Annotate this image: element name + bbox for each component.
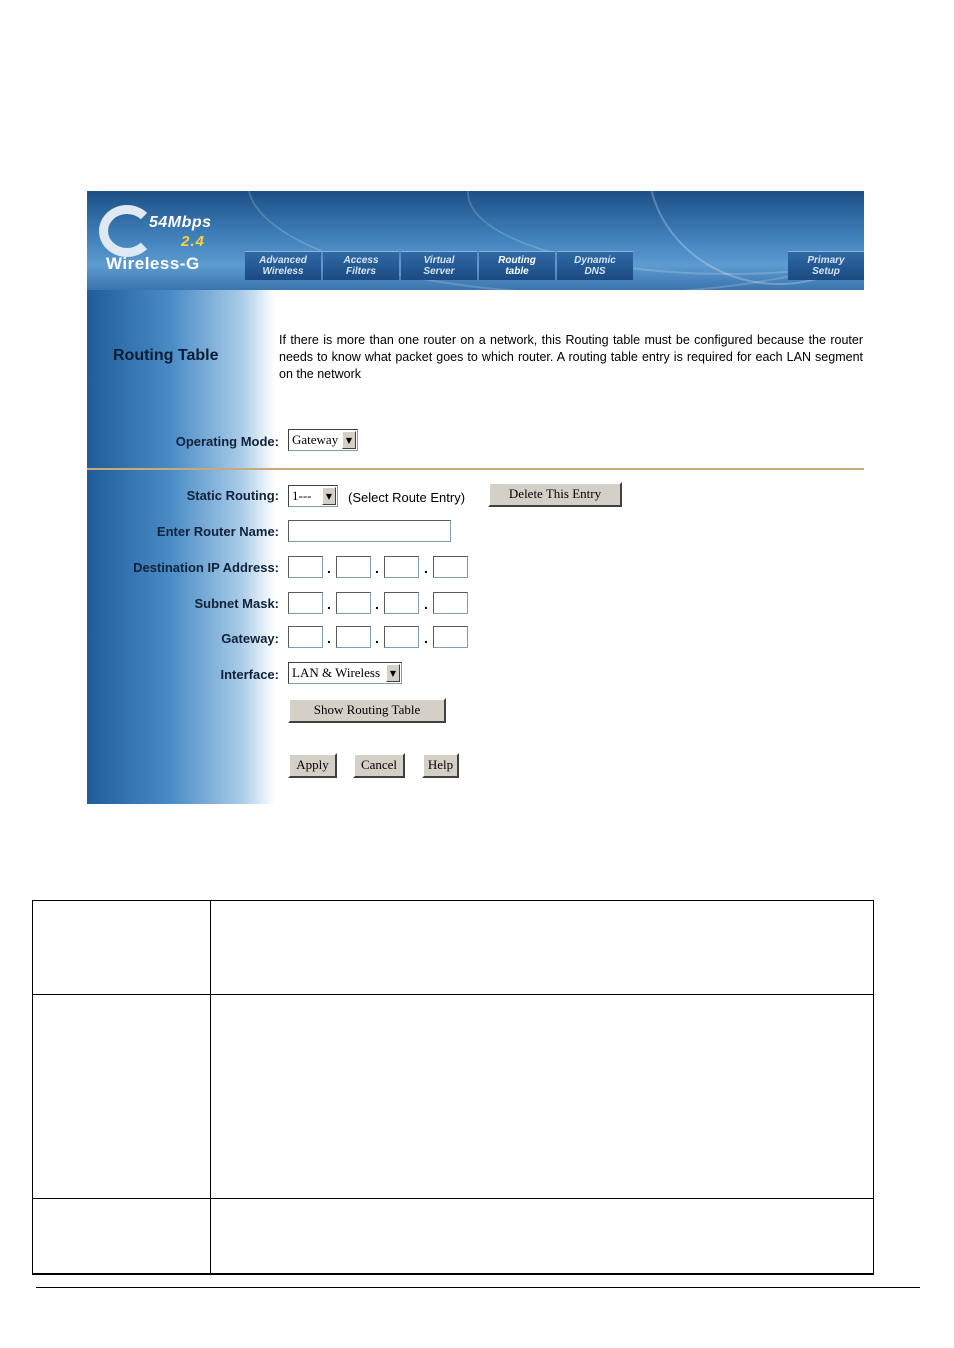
router-name-label: Enter Router Name: [156, 524, 279, 539]
help-button[interactable]: Help [422, 753, 459, 778]
interface-label: Interface: [220, 667, 279, 682]
delete-entry-button[interactable]: Delete This Entry [488, 482, 622, 507]
ip-dot: . [375, 630, 379, 646]
subnet-octet-3[interactable] [384, 592, 419, 614]
operating-mode-label: Operating Mode: [175, 434, 279, 449]
ip-dot: . [424, 630, 428, 646]
ip-dot: . [424, 596, 428, 612]
tab-label: Setup [812, 266, 840, 277]
tab-label: Access [343, 255, 379, 266]
subnet-octet-2[interactable] [336, 592, 371, 614]
dest-ip-octet-2[interactable] [336, 556, 371, 578]
page-description: If there is more than one router on a network, this Routing table must be configured because the router needs to know what packet goes to which router. A routing table entry is required for each LAN segment on the network [279, 333, 863, 381]
dest-ip-octet-1[interactable] [288, 556, 323, 578]
page-title: Routing Table [113, 347, 219, 364]
section-divider [87, 468, 864, 470]
gateway-octet-3[interactable] [384, 626, 419, 648]
operating-mode-select[interactable] [288, 429, 358, 451]
gateway-label: Gateway: [221, 631, 279, 646]
static-routing-select[interactable] [288, 485, 338, 507]
tab-label: Dynamic [574, 255, 616, 266]
dest-ip-octet-4[interactable] [433, 556, 468, 578]
tab-label: Advanced [259, 255, 307, 266]
table-column-divider [210, 901, 211, 1273]
ip-dot: . [424, 560, 428, 576]
ip-dot: . [327, 596, 331, 612]
subnet-octet-4[interactable] [433, 592, 468, 614]
operating-mode-value: Gateway [292, 432, 339, 447]
gateway-octet-4[interactable] [433, 626, 468, 648]
sidebar-gradient [87, 290, 275, 804]
static-routing-value: 1--- [292, 488, 312, 503]
subnet-mask-label: Subnet Mask: [194, 596, 279, 611]
tab-primary-setup[interactable] [788, 251, 864, 280]
ip-dot: . [327, 630, 331, 646]
description-table [32, 900, 874, 1274]
logo-band: 2.4 [181, 233, 205, 250]
ip-dot: . [375, 596, 379, 612]
tab-label: Filters [345, 266, 376, 277]
logo-g-icon [99, 205, 155, 257]
logo-brand: Wireless-G [106, 254, 200, 273]
apply-button[interactable]: Apply [288, 753, 337, 778]
dropdown-arrow-icon: ▼ [322, 487, 336, 505]
ip-dot: . [375, 560, 379, 576]
tab-label: Wireless [262, 266, 304, 277]
dest-ip-octet-3[interactable] [384, 556, 419, 578]
interface-select[interactable] [288, 662, 402, 684]
tab-label: Routing [498, 255, 536, 266]
table-row-divider [33, 1198, 873, 1199]
tab-advanced-wireless[interactable] [245, 251, 321, 280]
static-routing-hint: (Select Route Entry) [348, 490, 466, 505]
tab-access-filters[interactable] [323, 251, 399, 280]
dest-ip-label: Destination IP Address: [133, 560, 279, 575]
static-routing-label: Static Routing: [186, 488, 279, 503]
dropdown-arrow-icon: ▼ [386, 664, 400, 682]
tab-routing-table[interactable] [479, 251, 555, 280]
tab-virtual-server[interactable] [401, 251, 477, 280]
table-bottom-border [32, 1273, 874, 1275]
show-routing-table-button[interactable]: Show Routing Table [288, 698, 446, 723]
dropdown-arrow-icon: ▼ [342, 431, 356, 449]
gateway-octet-1[interactable] [288, 626, 323, 648]
router-config-panel [87, 191, 864, 804]
interface-value: LAN & Wireless [292, 665, 381, 680]
tab-dynamic-dns[interactable] [557, 251, 633, 280]
tab-label: Primary [807, 255, 845, 266]
tab-label: Server [423, 266, 455, 277]
tab-label: Virtual [423, 255, 455, 266]
gateway-octet-2[interactable] [336, 626, 371, 648]
subnet-octet-1[interactable] [288, 592, 323, 614]
logo-speed: 54Mbps [149, 214, 212, 231]
ip-dot: . [327, 560, 331, 576]
tab-label: DNS [584, 266, 606, 277]
router-name-input[interactable] [288, 520, 451, 542]
cancel-button[interactable]: Cancel [353, 753, 405, 778]
footer-rule [36, 1287, 920, 1288]
tab-label: table [505, 266, 529, 277]
header-banner [87, 191, 864, 290]
table-row-divider [33, 994, 873, 995]
